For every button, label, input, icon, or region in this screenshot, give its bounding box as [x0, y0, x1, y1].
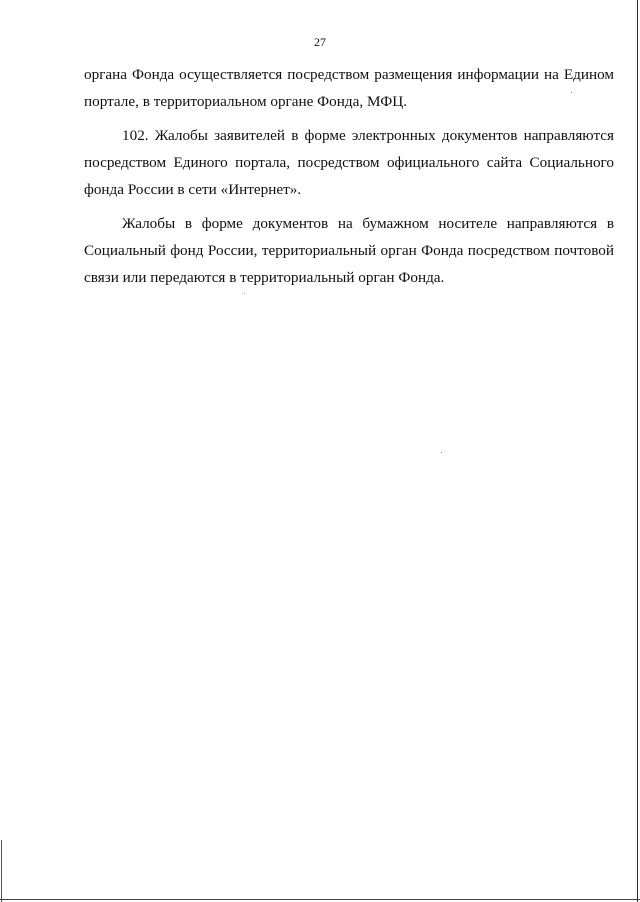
- text-line: посредством Единого портала, посредством официального сайта Социального: [84, 154, 614, 171]
- text-line: органа Фонда осуществляется посредством размещения информации на Едином: [84, 66, 614, 83]
- page-number: 27: [314, 35, 326, 49]
- text-line: Жалобы в форме документов на бумажном носителе направляются в: [122, 215, 614, 232]
- text-line: портале, в территориальном органе Фонда, МФЦ.: [84, 93, 408, 110]
- document-body: [84, 61, 614, 298]
- scan-edge-left: [1, 840, 2, 902]
- text-line: фонда России в сети «Интернет».: [84, 181, 302, 198]
- text-line: Социальный фонд России, территориальный орган Фонда посредством почтовой: [84, 242, 614, 259]
- paragraph-1: [84, 61, 614, 115]
- scan-edge-bottom: [0, 899, 640, 900]
- scan-edge-right: [637, 0, 638, 902]
- scan-speck: [441, 452, 442, 453]
- scan-speck: [571, 92, 572, 93]
- paragraph-3: [84, 210, 614, 291]
- text-line: связи или передаются в территориальный орган Фонда.: [84, 269, 445, 286]
- paragraph-2: [84, 122, 614, 203]
- scan-speck: [244, 293, 245, 294]
- text-line: 102. Жалобы заявителей в форме электронных документов направляются: [122, 127, 614, 144]
